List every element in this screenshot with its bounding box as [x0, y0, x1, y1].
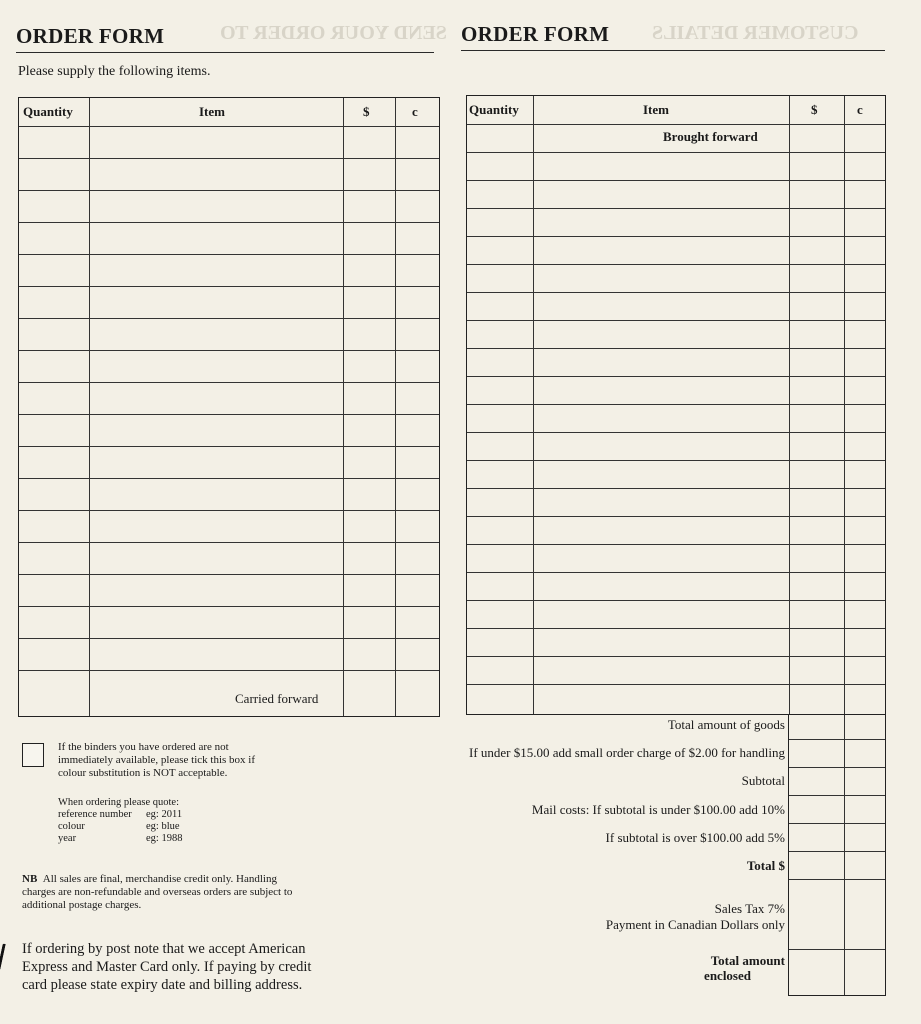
- left-row-line: [19, 126, 439, 127]
- nb-lead: NB: [22, 873, 38, 885]
- right-col-quantity-header: Quantity: [469, 102, 519, 117]
- right-row-line: [467, 320, 885, 321]
- summary-sales-tax: Sales Tax 7%: [714, 901, 785, 916]
- right-row-line: [467, 152, 885, 153]
- left-row-line: [19, 350, 439, 351]
- quote-heading: When ordering please quote:: [58, 797, 179, 808]
- post-note: [22, 940, 311, 994]
- summary-row-line: [789, 795, 885, 796]
- quote-example: eg: 1988: [146, 833, 183, 844]
- summary-total-enclosed-2: enclosed: [704, 968, 751, 983]
- left-row-line: [19, 446, 439, 447]
- nb-note: [22, 873, 292, 912]
- post-note-line: If ordering by post note that we accept American: [22, 941, 306, 957]
- summary-row-line: [789, 823, 885, 824]
- quote-row: [58, 821, 278, 833]
- left-row-line: [19, 542, 439, 543]
- left-row-line: [19, 670, 439, 671]
- right-row-line: [467, 432, 885, 433]
- right-order-table: [466, 95, 886, 715]
- left-row-line: [19, 606, 439, 607]
- right-row-line: [467, 292, 885, 293]
- left-row-line: [19, 318, 439, 319]
- post-note-line: Express and Master Card only. If paying by credit: [22, 959, 312, 975]
- left-row-line: [19, 190, 439, 191]
- right-row-line: [467, 404, 885, 405]
- checkbox-note-line: colour substitution is NOT acceptable.: [58, 767, 228, 779]
- left-col-dollars-header: $: [363, 104, 370, 119]
- summary-mail-over: If subtotal is over $100.00 add 5%: [605, 830, 785, 845]
- right-title-rule: [461, 50, 885, 51]
- right-row-line: [467, 376, 885, 377]
- right-row-line: [467, 460, 885, 461]
- right-row-line: [467, 572, 885, 573]
- summary-mail-under: Mail costs: If subtotal is under $100.00 add 10%: [531, 802, 785, 817]
- right-row-line: [467, 236, 885, 237]
- right-row-line: [467, 348, 885, 349]
- left-row-line: [19, 574, 439, 575]
- right-row-line: [467, 264, 885, 265]
- summary-row-line: [789, 851, 885, 852]
- summary-total: Total $: [746, 858, 785, 873]
- left-row-line: [19, 286, 439, 287]
- left-col-line: [89, 98, 90, 716]
- summary-total-enclosed: Total amount: [710, 953, 785, 968]
- summary-row-line: [789, 949, 885, 950]
- pen-mark: [0, 943, 12, 970]
- checkbox-note-line: If the binders you have ordered are not: [58, 741, 229, 753]
- left-row-line: [19, 158, 439, 159]
- right-title: ORDER FORM: [461, 22, 610, 46]
- left-row-line: [19, 638, 439, 639]
- bleed-through-send: SEND YOUR ORDER TO: [220, 22, 447, 44]
- right-row-line: [467, 684, 885, 685]
- left-col-line: [343, 98, 344, 716]
- right-row-line: [467, 488, 885, 489]
- substitution-checkbox[interactable]: [22, 743, 44, 767]
- left-row-line: [19, 222, 439, 223]
- left-col-line: [395, 98, 396, 716]
- left-row-line: [19, 414, 439, 415]
- quote-label: reference number: [58, 809, 132, 820]
- summary-row-line: [789, 879, 885, 880]
- left-intro: Please supply the following items.: [18, 64, 211, 79]
- summary-row-line: [789, 767, 885, 768]
- right-col-line: [844, 96, 845, 714]
- left-row-line: [19, 382, 439, 383]
- right-col-item-header: Item: [643, 102, 669, 117]
- right-row-line: [467, 600, 885, 601]
- quote-label: colour: [58, 821, 85, 832]
- right-row-line: [467, 628, 885, 629]
- nb-line: additional postage charges.: [22, 899, 142, 911]
- right-row-line: [467, 180, 885, 181]
- quote-block: [58, 797, 278, 845]
- summary-row-line: [789, 739, 885, 740]
- nb-line: All sales are final, merchandise credit only. Handling: [42, 873, 277, 885]
- right-col-dollars-header: $: [811, 102, 818, 117]
- quote-example: eg: 2011: [146, 809, 183, 820]
- carried-forward-label: Carried forward: [235, 691, 319, 706]
- right-row-line: [467, 124, 885, 125]
- post-note-line: card please state expiry date and billing address.: [22, 977, 303, 993]
- brought-forward-label: Brought forward: [663, 129, 758, 144]
- summary-total-goods: Total amount of goods: [667, 717, 785, 732]
- left-row-line: [19, 510, 439, 511]
- left-title-rule: [16, 52, 434, 53]
- checkbox-note: [58, 741, 255, 780]
- summary-canadian-dollars: Payment in Canadian Dollars only: [605, 917, 785, 932]
- quote-row: [58, 833, 278, 845]
- right-col-line: [789, 96, 790, 714]
- left-col-quantity-header: Quantity: [23, 104, 73, 119]
- right-col-cents-header: c: [857, 102, 863, 117]
- left-title: ORDER FORM: [16, 24, 165, 48]
- nb-line: charges are non-refundable and overseas orders are subject to: [22, 886, 293, 898]
- left-col-cents-header: c: [412, 104, 418, 119]
- left-col-item-header: Item: [199, 104, 225, 119]
- right-row-line: [467, 516, 885, 517]
- right-row-line: [467, 656, 885, 657]
- left-order-table: [18, 97, 440, 717]
- right-row-line: [467, 544, 885, 545]
- quote-label: year: [58, 833, 77, 844]
- quote-row: [58, 809, 278, 821]
- left-row-line: [19, 254, 439, 255]
- summary-col-line: [844, 715, 845, 995]
- summary-subtotal: Subtotal: [741, 773, 785, 788]
- bleed-through-customer: CUSTOMER DETAILS: [652, 22, 859, 44]
- right-row-line: [467, 208, 885, 209]
- right-col-line: [533, 96, 534, 714]
- checkbox-note-line: immediately available, please tick this box if: [58, 754, 256, 766]
- quote-example: eg: blue: [146, 821, 180, 832]
- summary-small-order-charge: If under $15.00 add small order charge of $2.00 for handling: [468, 745, 785, 760]
- left-row-line: [19, 478, 439, 479]
- summary-amount-boxes: [788, 714, 886, 996]
